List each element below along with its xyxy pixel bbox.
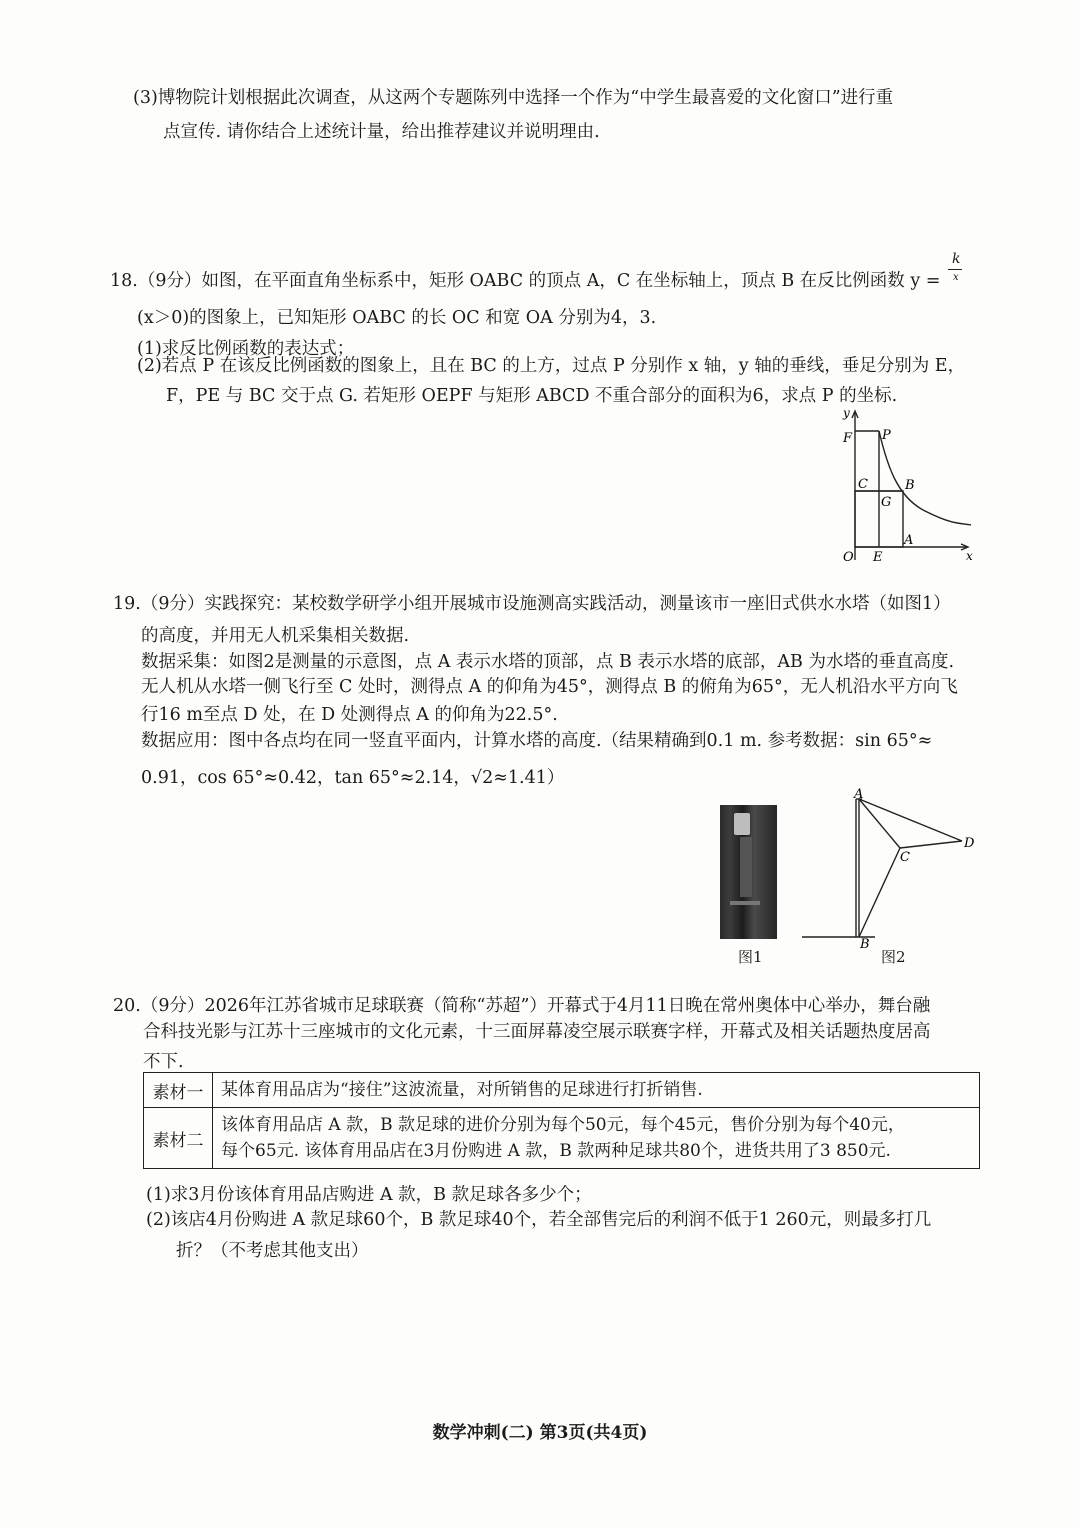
- label-e: E: [873, 550, 883, 565]
- label-d: D: [964, 836, 975, 851]
- label-b: B: [905, 478, 915, 493]
- label-y: y: [843, 406, 850, 420]
- q20-materials-table: [143, 1072, 980, 1169]
- material-content: [213, 1073, 980, 1108]
- label-p: P: [882, 428, 891, 443]
- material-header: 素材二: [144, 1108, 213, 1169]
- q20-stem-line3: 不下.: [143, 1052, 184, 1072]
- material-header: 素材一: [144, 1073, 213, 1108]
- label-a: A: [854, 787, 864, 802]
- q18-part2-line1: (2)若点 P 在该反比例函数的图象上，且在 BC 的上方，过点 P 分别作 x 轴，y 轴的垂线，垂足分别为 E，: [137, 356, 966, 376]
- label-b: B: [860, 937, 870, 950]
- fig2-caption: 图2: [881, 948, 906, 966]
- label-x: x: [966, 549, 973, 563]
- q17-part3-line1: (3)博物院计划根据此次调查，从这两个专题陈列中选择一个作为“中学生最喜爱的文化窗口”进行重: [133, 88, 894, 108]
- q20-part2-line1: (2)该店4月份购进 A 款足球60个，B 款足球40个，若全部售完后的利润不低于1 260元，则最多打几: [146, 1210, 932, 1230]
- label-a: A: [904, 533, 914, 548]
- q18-fraction-numerator: k: [952, 251, 961, 267]
- q18-figure: [835, 405, 980, 570]
- material-line: 每个65元. 该体育用品店在3月份购进 A 款，B 款两种足球共80个，进货共用了3 850元.: [221, 1141, 891, 1161]
- q20-part1: (1)求3月份该体育用品店购进 A 款，B 款足球各多少个；: [146, 1185, 592, 1205]
- q19-data-collection-line1: 数据采集：如图2是测量的示意图，点 A 表示水塔的顶部，点 B 表示水塔的底部，AB 为水塔的垂直高度.: [141, 652, 955, 672]
- material-line: 某体育用品店为“接住”这波流量，对所销售的足球进行打折销售.: [221, 1080, 703, 1100]
- q19-stem-line2: 的高度，并用无人机采集相关数据.: [141, 626, 410, 646]
- q18-fraction-bar: [948, 269, 962, 270]
- inverse-proportion-curve: [879, 431, 971, 525]
- q18-stem-line2: (x＞0)的图象上，已知矩形 OABC 的长 OC 和宽 OA 分别为4，3.: [137, 308, 657, 328]
- segment-cd: [900, 841, 962, 848]
- material-content: [213, 1108, 980, 1169]
- q19-data-collection-line2: 无人机从水塔一侧飞行至 C 处时，测得点 A 的仰角为45°，测得点 B 的俯角为65°，无人机沿水平方向飞: [141, 677, 958, 697]
- q18-stem-line1: 18.（9分）如图，在平面直角坐标系中，矩形 OABC 的顶点 A，C 在坐标轴上，顶点 B 在反比例函数 y =: [110, 271, 941, 291]
- material-line: 该体育用品店 A 款，B 款足球的进价分别为每个50元，每个45元，售价分别为每个40元，: [221, 1115, 905, 1135]
- q18-part2-line2: F，PE 与 BC 交于点 G. 若矩形 OEPF 与矩形 ABCD 不重合部分的面积为6，求点 P 的坐标.: [166, 386, 898, 406]
- q18-part1: (1)求反比例函数的表达式；: [137, 339, 355, 359]
- q19-data-application-line1: 数据应用：图中各点均在同一竖直平面内，计算水塔的高度.（结果精确到0.1 m. 参考数据：sin 65°≈: [141, 731, 933, 751]
- label-g: G: [881, 495, 892, 510]
- q19-figure2: [800, 785, 985, 950]
- q19-stem-line1: 19.（9分）实践探究：某校数学研学小组开展城市设施测高实践活动，测量该市一座旧式供水水塔（如图1）: [113, 594, 951, 614]
- table-row: [144, 1073, 980, 1108]
- fig1-caption: 图1: [738, 948, 763, 966]
- segment-ad: [859, 799, 962, 841]
- q17-part3-line2: 点宣传. 请你结合上述统计量，给出推荐建议并说明理由.: [163, 122, 600, 142]
- segment-bc: [859, 848, 900, 937]
- water-tower-photo: [720, 805, 777, 939]
- table-row: [144, 1108, 980, 1169]
- segment-ac: [859, 799, 900, 848]
- label-c: C: [858, 477, 868, 492]
- q20-stem-line2: 合科技光影与江苏十三座城市的文化元素，十三面屏幕凌空展示联赛字样，开幕式及相关话题热度居高: [143, 1022, 931, 1042]
- q20-stem-line1: 20.（9分）2026年江苏省城市足球联赛（简称“苏超”）开幕式于4月11日晚在常州奥体中心举办，舞台融: [113, 996, 931, 1016]
- q20-part2-line2: 折？（不考虑其他支出）: [176, 1241, 369, 1261]
- label-o: O: [843, 550, 854, 565]
- label-c: C: [900, 850, 910, 865]
- page-footer: 数学冲刺(二) 第3页(共4页): [432, 1423, 648, 1443]
- q18-fraction-denominator: x: [953, 272, 959, 283]
- q19-data-collection-line3: 行16 m至点 D 处，在 D 处测得点 A 的仰角为22.5°.: [141, 705, 558, 725]
- label-f: F: [843, 431, 853, 446]
- q19-data-application-line2: 0.91，cos 65°≈0.42，tan 65°≈2.14，√2≈1.41）: [141, 768, 565, 788]
